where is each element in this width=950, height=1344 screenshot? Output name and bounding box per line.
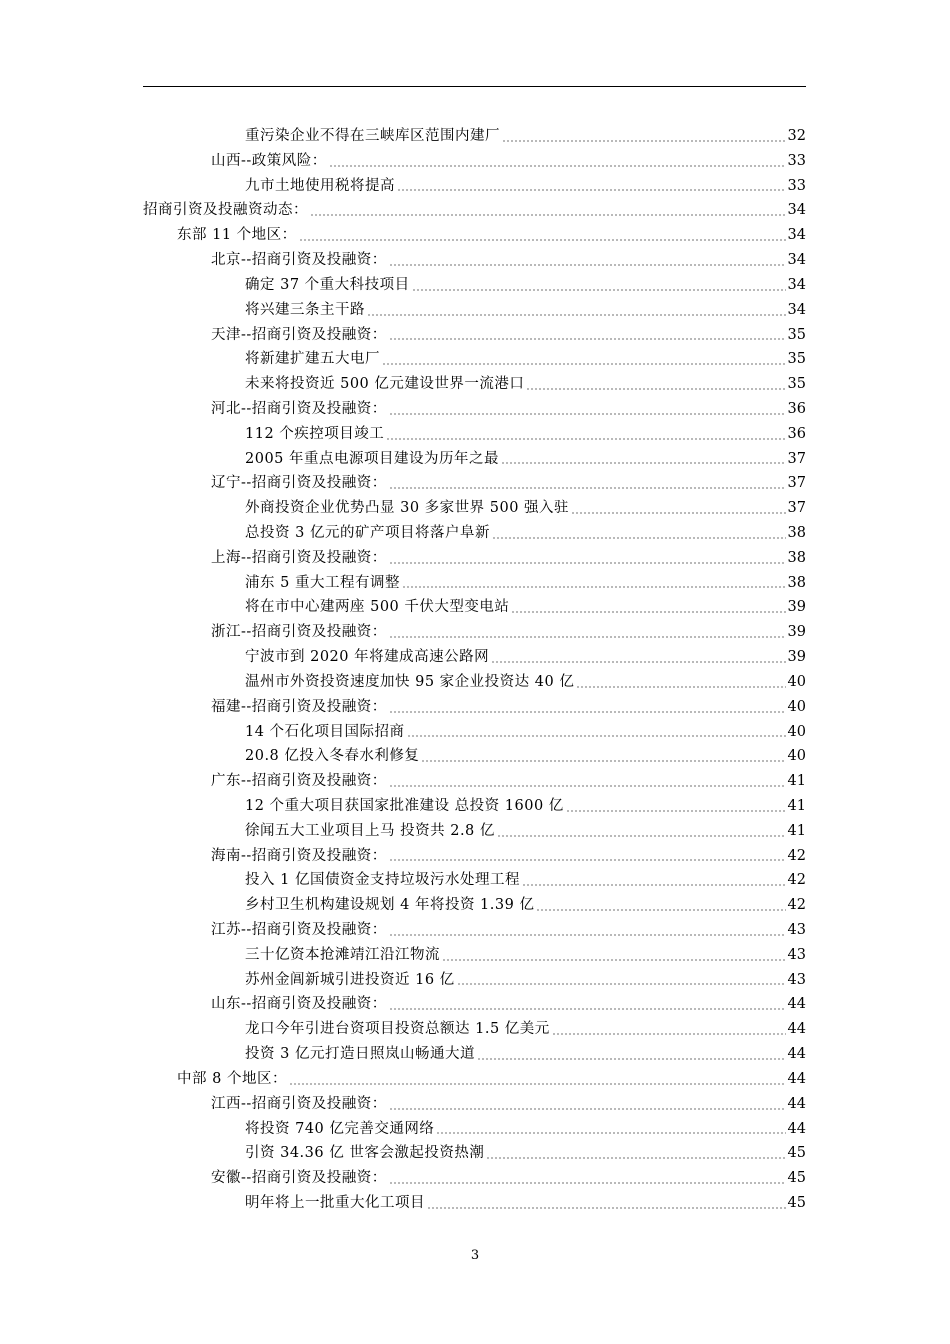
toc-entry-title[interactable]: 龙口今年引进台资项目投资总额达 1.5 亿美元 <box>245 1021 550 1038</box>
toc-entry-page-number[interactable]: 43 <box>787 971 806 988</box>
toc-entry-title[interactable]: 宁波市到 2020 年将建成高速公路网 <box>245 649 490 666</box>
toc-entry[interactable] <box>143 1042 806 1067</box>
dot-leader <box>389 1008 786 1010</box>
dot-leader <box>389 264 786 266</box>
toc-entry-title[interactable]: 14 个石化项目国际招商 <box>245 723 405 740</box>
dot-leader <box>457 983 786 985</box>
toc-entry[interactable] <box>143 298 806 323</box>
toc-entry-title[interactable]: 山西--政策风险： <box>211 152 327 169</box>
toc-entry-page-number[interactable]: 39 <box>787 624 806 641</box>
dot-leader <box>576 686 785 688</box>
page-number: 3 <box>470 1248 480 1263</box>
toc-entry[interactable] <box>143 1166 806 1191</box>
toc-entry[interactable] <box>143 397 806 422</box>
toc-entry[interactable] <box>143 943 806 968</box>
dot-leader <box>389 338 786 340</box>
toc-entry[interactable] <box>143 447 806 472</box>
toc-entry-page-number[interactable]: 37 <box>787 500 806 517</box>
toc-entry-page-number[interactable]: 45 <box>787 1170 806 1187</box>
toc-entry-title[interactable]: 辽宁--招商引资及投融资： <box>211 475 387 492</box>
toc-entry-title[interactable]: 将在市中心建两座 500 千伏大型变电站 <box>245 599 510 616</box>
dot-leader <box>367 314 786 316</box>
dot-leader <box>310 214 786 216</box>
toc-entry-title[interactable]: 将投资 740 亿完善交通网络 <box>245 1120 435 1137</box>
toc-entry-page-number[interactable]: 36 <box>787 400 806 417</box>
toc-entry-title[interactable]: 投入 1 亿国债资金支持垃圾污水处理工程 <box>245 872 520 889</box>
toc-entry[interactable] <box>143 720 806 745</box>
toc-entry[interactable] <box>143 918 806 943</box>
toc-entry-title[interactable]: 重污染企业不得在三峡库区范围内建厂 <box>245 128 500 144</box>
toc-entry[interactable] <box>143 372 806 397</box>
toc-entry-page-number[interactable]: 36 <box>787 425 806 442</box>
dot-leader <box>536 909 785 911</box>
toc-entry-page-number[interactable]: 35 <box>787 351 806 368</box>
toc-entry-page-number[interactable]: 38 <box>787 574 806 591</box>
toc-entry[interactable] <box>143 620 806 645</box>
dot-leader <box>402 586 786 588</box>
toc-entry-page-number[interactable]: 44 <box>787 1120 806 1137</box>
toc-entry-page-number[interactable]: 40 <box>787 748 806 765</box>
toc-entry-title[interactable]: 海南--招商引资及投融资： <box>211 847 387 864</box>
toc-entry-title[interactable]: 徐闻五大工业项目上马 投资共 2.8 亿 <box>245 822 495 839</box>
dot-leader <box>412 289 786 291</box>
toc-entry[interactable] <box>143 273 806 298</box>
toc-entry[interactable] <box>143 819 806 844</box>
toc-entry-title[interactable]: 乡村卫生机构建设规划 4 年将投资 1.39 亿 <box>245 897 535 914</box>
dot-leader <box>389 711 786 713</box>
dot-leader <box>329 165 786 167</box>
toc-entry[interactable] <box>143 695 806 720</box>
dot-leader <box>389 934 786 936</box>
toc-entry-page-number[interactable]: 45 <box>787 1194 806 1211</box>
dot-leader <box>497 835 786 837</box>
toc-entry[interactable] <box>143 149 806 174</box>
toc-entry-title[interactable]: 上海--招商引资及投融资： <box>211 549 387 566</box>
toc-entry-title[interactable]: 确定 37 个重大科技项目 <box>245 276 410 293</box>
toc-entry-page-number[interactable]: 43 <box>787 946 806 963</box>
toc-entry-page-number[interactable]: 44 <box>787 1095 806 1112</box>
toc-entry[interactable] <box>143 1191 806 1216</box>
toc-entry-page-number[interactable]: 44 <box>787 1046 806 1063</box>
toc-entry-page-number[interactable]: 34 <box>787 227 806 244</box>
toc-entry[interactable] <box>143 595 806 620</box>
toc-entry-page-number[interactable]: 34 <box>787 301 806 318</box>
dot-leader <box>511 611 785 613</box>
toc-entry-page-number[interactable]: 39 <box>787 649 806 666</box>
toc-entry[interactable] <box>143 769 806 794</box>
toc-entry[interactable] <box>143 571 806 596</box>
toc-entry-title[interactable]: 河北--招商引资及投融资： <box>211 400 387 417</box>
dot-leader <box>442 959 786 961</box>
toc-entry-title[interactable]: 未来将投资近 500 亿元建设世界一流港口 <box>245 376 525 393</box>
dot-leader <box>382 363 786 365</box>
dot-leader <box>571 512 785 514</box>
toc-entry-title[interactable]: 广东--招商引资及投融资： <box>211 773 387 790</box>
dot-leader <box>477 1058 786 1060</box>
toc-entry-page-number[interactable]: 40 <box>787 723 806 740</box>
toc-entry-title[interactable]: 江苏--招商引资及投融资： <box>211 922 387 938</box>
toc-entry-page-number[interactable]: 37 <box>787 450 806 467</box>
toc-entry-page-number[interactable]: 42 <box>787 847 806 864</box>
toc-entry[interactable] <box>143 323 806 348</box>
toc-entry[interactable] <box>143 496 806 521</box>
toc-entry-page-number[interactable]: 35 <box>787 326 806 343</box>
toc-entry[interactable] <box>143 521 806 546</box>
toc-entry-title[interactable]: 浦东 5 重大工程有调整 <box>245 574 400 591</box>
dot-leader <box>436 1132 785 1134</box>
toc-entry-title[interactable]: 引资 34.36 亿 世客会激起投资热潮 <box>245 1145 485 1162</box>
toc-entry[interactable] <box>143 794 806 819</box>
toc-entry-title[interactable]: 总投资 3 亿元的矿产项目将落户阜新 <box>245 525 490 541</box>
table-of-contents <box>143 124 806 1216</box>
toc-entry-title[interactable]: 中部 8 个地区： <box>177 1070 287 1087</box>
dot-leader <box>427 1207 786 1209</box>
toc-entry-title[interactable]: 九市土地使用税将提高 <box>245 177 395 194</box>
toc-entry-title[interactable]: 福建--招商引资及投融资： <box>211 698 387 715</box>
toc-entry-title[interactable]: 天津--招商引资及投融资： <box>211 326 387 343</box>
toc-entry-title[interactable]: 北京--招商引资及投融资： <box>211 252 387 269</box>
toc-entry[interactable] <box>143 645 806 670</box>
toc-entry-page-number[interactable]: 40 <box>787 698 806 715</box>
toc-entry-page-number[interactable]: 32 <box>787 128 806 144</box>
toc-entry[interactable] <box>143 893 806 918</box>
dot-leader <box>389 562 786 564</box>
dot-leader <box>491 661 785 663</box>
toc-entry-title[interactable]: 投资 3 亿元打造日照岚山畅通大道 <box>245 1046 475 1063</box>
toc-entry[interactable] <box>143 198 806 223</box>
toc-entry-page-number[interactable]: 40 <box>787 673 806 690</box>
toc-entry-page-number[interactable]: 33 <box>787 152 806 169</box>
toc-entry-title[interactable]: 12 个重大项目获国家批准建设 总投资 1600 亿 <box>245 797 564 814</box>
toc-entry-title[interactable]: 安徽--招商引资及投融资： <box>211 1170 387 1187</box>
toc-entry[interactable] <box>143 968 806 993</box>
toc-entry[interactable] <box>143 248 806 273</box>
toc-entry-page-number[interactable]: 44 <box>787 1021 806 1038</box>
dot-leader <box>389 413 786 415</box>
dot-leader <box>552 1033 786 1035</box>
dot-leader <box>389 785 786 787</box>
dot-leader <box>566 810 786 812</box>
toc-entry-title[interactable]: 外商投资企业优势凸显 30 多家世界 500 强入驻 <box>245 500 570 517</box>
toc-entry[interactable] <box>143 174 806 199</box>
dot-leader <box>522 884 786 886</box>
dot-leader <box>421 760 785 762</box>
header-rule <box>143 86 806 87</box>
toc-entry[interactable] <box>143 546 806 571</box>
toc-entry-title[interactable]: 2005 年重点电源项目建设为历年之最 <box>245 450 500 467</box>
toc-entry[interactable] <box>143 223 806 248</box>
toc-entry-page-number[interactable]: 41 <box>787 797 806 814</box>
toc-entry-title[interactable]: 温州市外资投资速度加快 95 家企业投资达 40 亿 <box>245 673 575 690</box>
toc-entry[interactable] <box>143 992 806 1017</box>
toc-entry-title[interactable]: 将新建扩建五大电厂 <box>245 351 380 368</box>
dot-leader <box>407 735 786 737</box>
toc-entry-title[interactable]: 江西--招商引资及投融资： <box>211 1095 387 1112</box>
dot-leader <box>486 1157 785 1159</box>
toc-entry[interactable] <box>143 1117 806 1142</box>
toc-entry-title[interactable]: 山东--招商引资及投融资： <box>211 996 387 1013</box>
toc-entry-title[interactable]: 东部 11 个地区： <box>177 227 297 244</box>
toc-entry-page-number[interactable]: 41 <box>787 822 806 839</box>
toc-entry-title[interactable]: 苏州金阊新城引进投资近 16 亿 <box>245 971 455 988</box>
dot-leader <box>389 487 786 489</box>
dot-leader <box>299 239 786 241</box>
toc-entry-title[interactable]: 浙江--招商引资及投融资： <box>211 624 387 641</box>
toc-entry-title[interactable]: 将兴建三条主干路 <box>245 301 365 318</box>
toc-entry[interactable] <box>143 1017 806 1042</box>
dot-leader <box>492 537 786 539</box>
toc-entry-page-number[interactable]: 39 <box>787 599 806 616</box>
dot-leader <box>397 189 786 191</box>
toc-entry-page-number[interactable]: 42 <box>787 897 806 914</box>
toc-entry[interactable] <box>143 347 806 372</box>
toc-entry-title[interactable]: 112 个疾控项目竣工 <box>245 425 385 442</box>
toc-entry-page-number[interactable]: 41 <box>787 773 806 790</box>
toc-entry[interactable] <box>143 471 806 496</box>
dot-leader <box>389 859 786 861</box>
toc-entry[interactable] <box>143 670 806 695</box>
toc-entry-page-number[interactable]: 43 <box>787 922 806 938</box>
toc-entry[interactable] <box>143 744 806 769</box>
toc-entry-page-number[interactable]: 44 <box>787 1070 806 1087</box>
dot-leader <box>389 1182 786 1184</box>
toc-entry-page-number[interactable]: 33 <box>787 177 806 194</box>
toc-entry[interactable] <box>143 124 806 149</box>
dot-leader <box>389 636 786 638</box>
toc-entry-page-number[interactable]: 42 <box>787 872 806 889</box>
toc-entry[interactable] <box>143 1092 806 1117</box>
toc-entry[interactable] <box>143 868 806 893</box>
toc-entry-page-number[interactable]: 37 <box>787 475 806 492</box>
toc-entry-page-number[interactable]: 34 <box>787 202 806 219</box>
toc-entry-title[interactable]: 三十亿资本抢滩靖江沿江物流 <box>245 946 440 963</box>
toc-entry-page-number[interactable]: 44 <box>787 996 806 1013</box>
toc-entry-page-number[interactable]: 38 <box>787 525 806 541</box>
toc-entry[interactable] <box>143 1141 806 1166</box>
toc-entry-page-number[interactable]: 38 <box>787 549 806 566</box>
dot-leader <box>502 140 786 142</box>
toc-entry-page-number[interactable]: 34 <box>787 252 806 269</box>
dot-leader <box>501 462 786 464</box>
toc-entry-page-number[interactable]: 45 <box>787 1145 806 1162</box>
toc-entry[interactable] <box>143 1067 806 1092</box>
toc-entry-title[interactable]: 20.8 亿投入冬春水利修复 <box>245 748 420 765</box>
toc-entry-page-number[interactable]: 34 <box>787 276 806 293</box>
toc-entry-page-number[interactable]: 35 <box>787 376 806 393</box>
dot-leader <box>526 388 785 390</box>
dot-leader <box>289 1083 786 1085</box>
dot-leader <box>386 438 785 440</box>
toc-entry-title[interactable]: 招商引资及投融资动态： <box>143 202 308 219</box>
toc-entry[interactable] <box>143 422 806 447</box>
toc-entry[interactable] <box>143 844 806 869</box>
dot-leader <box>389 1108 786 1110</box>
toc-entry-title[interactable]: 明年将上一批重大化工项目 <box>245 1194 425 1211</box>
